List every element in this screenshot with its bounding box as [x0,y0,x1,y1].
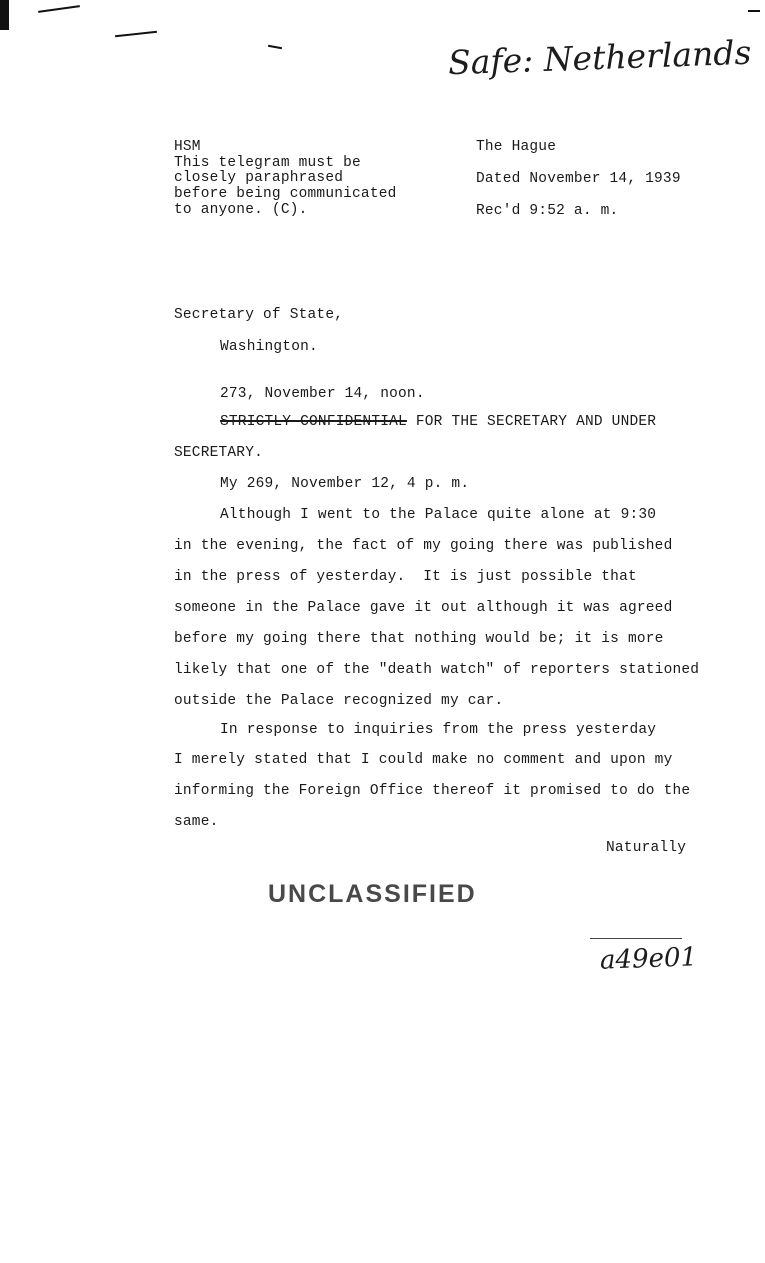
addressee-city: Washington. [220,339,318,355]
received-line: Rec'd 9:52 a. m. [476,203,619,219]
paraphrase-notice: closely paraphrased [174,170,344,186]
corner-mark [748,10,760,12]
telegram-reference: 273, November 14, noon. [220,386,425,402]
body-line: someone in the Palace gave it out although it was agreed [174,600,673,616]
body-line: same. [174,814,219,830]
left-edge-mark [0,0,9,30]
body-line: Although I went to the Palace quite alone at 9:30 [220,507,657,523]
body-line: outside the Palace recognized my car. [174,693,504,709]
pen-stroke [268,45,282,49]
classification-continued: SECRETARY. [174,445,264,461]
pen-stroke [38,5,80,13]
body-line: In response to inquiries from the press yesterday [220,722,657,738]
date-line: Dated November 14, 1939 [476,171,681,187]
prior-telegram-reference: My 269, November 12, 4 p. m. [220,476,470,492]
body-line: before my going there that nothing would be; it is more [174,631,664,647]
paraphrase-notice: before being communicated [174,186,397,202]
pen-stroke [115,31,157,37]
body-line: likely that one of the "death watch" of reporters stationed [174,662,700,678]
classification-text: FOR THE SECRETARY AND UNDER [406,414,657,430]
addressee: Secretary of State, [174,307,344,323]
declassification-stamp: UNCLASSIFIED [268,880,477,908]
handwritten-filing-note: Safe: Netherlands [447,32,752,83]
body-line: in the evening, the fact of my going there was published [174,538,673,554]
body-line: informing the Foreign Office thereof it promised to do the [174,783,691,799]
handwritten-file-number: a49e01 [599,942,698,976]
classification-line [220,414,656,430]
body-line: in the press of yesterday. It is just possible that [174,569,637,585]
origin-place: The Hague [476,139,557,155]
header-initials: HSM [174,139,201,155]
body-line: I merely stated that I could make no comment and upon my [174,752,673,768]
struck-classification: STRICTLY CONFIDENTIAL [220,414,407,430]
paraphrase-notice: to anyone. (C). [174,202,308,218]
paraphrase-notice: This telegram must be [174,155,361,171]
continuation-word: Naturally [606,840,687,856]
file-number-rule [590,938,682,939]
